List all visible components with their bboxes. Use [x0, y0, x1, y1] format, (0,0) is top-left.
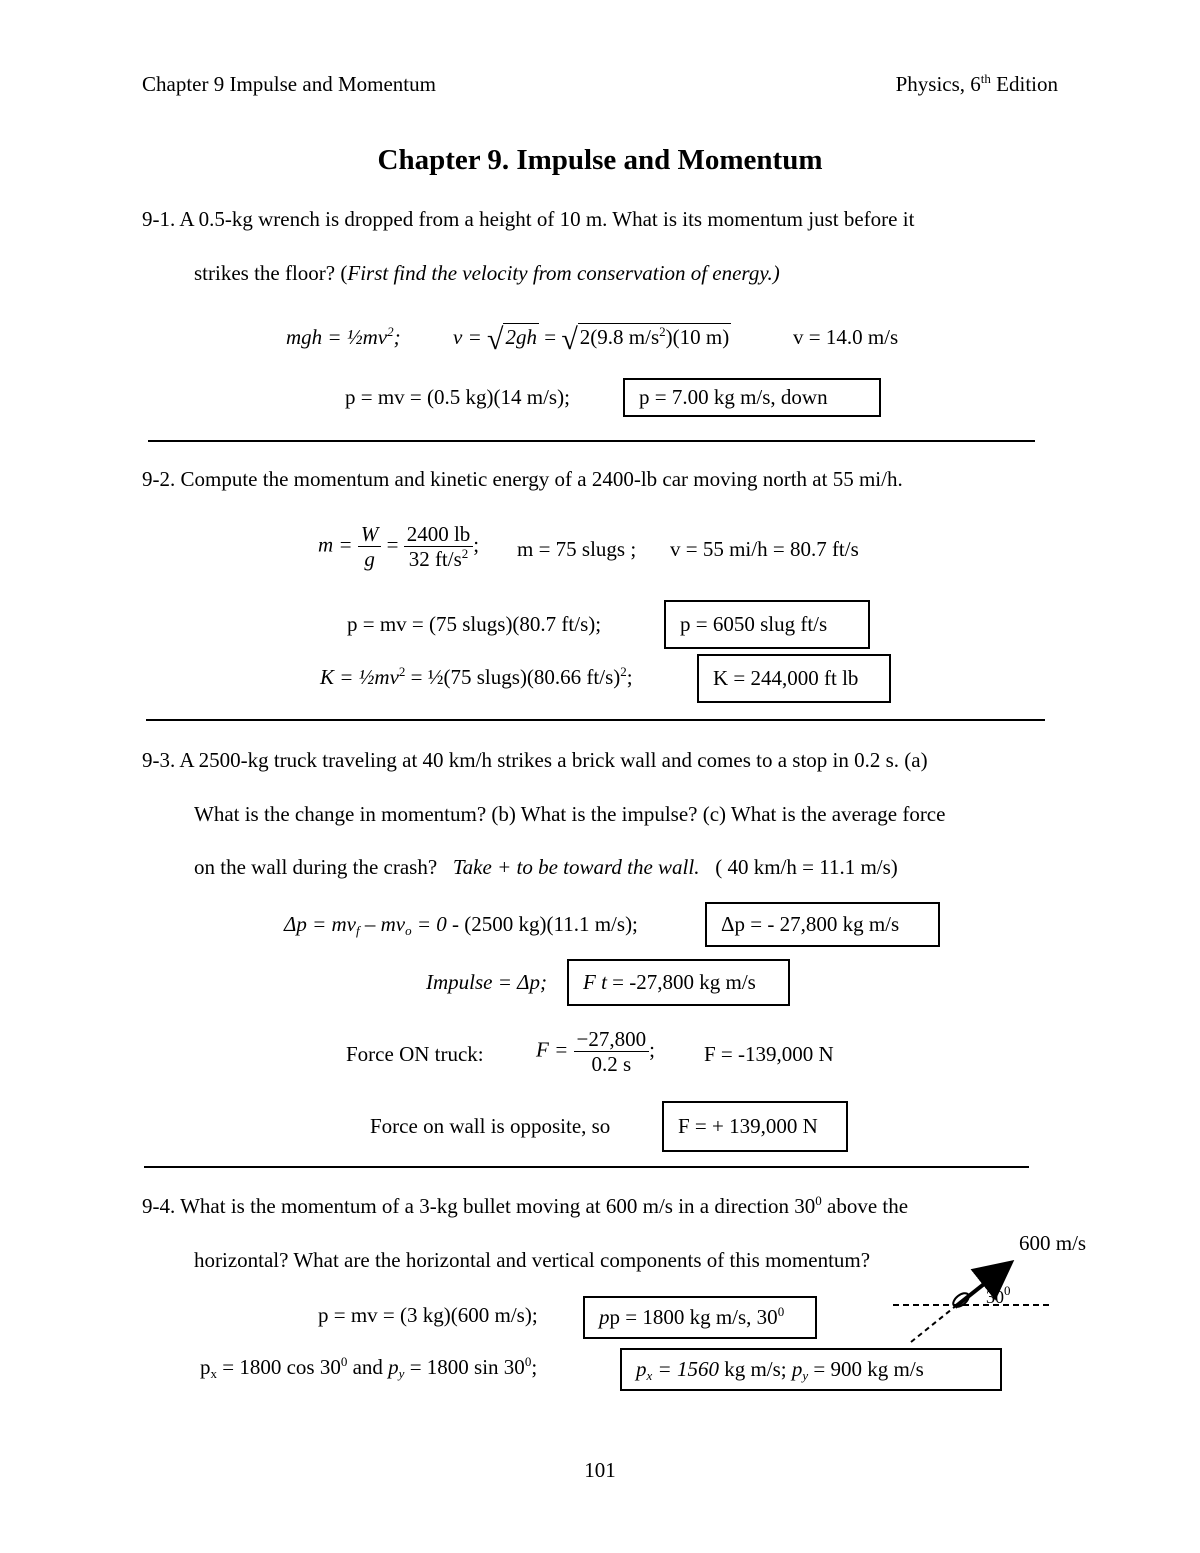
problem-9-3-line2: What is the change in momentum? (b) What is the impulse? (c) What is the average force [194, 802, 946, 826]
eq-9-1-velocity: v = √2gh = √2(9.8 $m/s^2)(10$ m) [453, 323, 730, 356]
eq-9-3-wall-text: Force on wall is opposite, so [370, 1114, 611, 1138]
answer-box-9-3-impulse: F t = -27,800 kg m/s [567, 959, 790, 1006]
eq-9-4-components: $p_x = 1800$ $\cos 30^0$ and $p_y = 1800$ $\sin 30^0$; [200, 1354, 538, 1381]
eq-9-2-momentum: p = mv = (75 slugs)(80.7 ft/s); [347, 612, 602, 636]
eq-9-3-force: F = $\frac{-27,800}{0.2 s}$ ; [536, 1027, 655, 1077]
eq-9-2-mass: m = $\frac{W}{g}$ = $\frac{2400 lb}{32 ft/s^2}$ ; [318, 522, 480, 572]
eq-9-3-force-result: F = -139,000 N [704, 1042, 834, 1066]
divider-3 [144, 1166, 1029, 1168]
eq-9-3-momentum-change: $\Delta p = mv_f - mv_o = 0 - (2500$ kg)(11.1 m/s); [284, 912, 638, 938]
figure-speed-label: 600 m/s [1019, 1231, 1087, 1255]
eq-9-3-impulse: Impulse = Δp; [426, 970, 547, 994]
divider-1 [148, 440, 1035, 442]
problem-9-1-line1: 9-1. A 0.5-kg wrench is dropped from a height of 10 m. What is its momentum just before it [142, 207, 915, 231]
page-number: 101 [584, 1458, 616, 1482]
running-header-edition: Physics, 6th Edition [895, 71, 1058, 96]
running-header-chapter: Chapter 9 Impulse and Momentum [142, 72, 436, 96]
answer-box-9-3-momentum: Δp = - 27,800 kg m/s [705, 902, 940, 947]
figure-angle-label: $30^0$ [986, 1283, 1011, 1307]
eq-9-4-momentum: p = mv = (3 kg)(600 m/s); [318, 1303, 538, 1327]
problem-9-3-line3: on the wall during the crash? Take + to be toward the wall. ( 40 km/h = 11.1 m/s) [194, 855, 898, 879]
answer-box-9-2-kinetic: K = 244,000 ft lb [697, 654, 891, 703]
problem-9-3-line1: 9-3. A 2500-kg truck traveling at 40 km/h strikes a brick wall and comes to a stop in 0.2 s. (a) [142, 748, 928, 772]
eq-9-3-force-label: Force ON truck: [346, 1042, 484, 1066]
eq-9-1-energy: mgh = $\frac{1}{2}mv^2$; [286, 324, 401, 349]
answer-box-9-4-momentum: pp = 1800 kg m/s, $30^0$ [583, 1296, 817, 1339]
answer-box-9-1: p = 7.00 kg m/s, down [623, 378, 881, 417]
velocity-vector-diagram [885, 1250, 1065, 1350]
problem-9-4-line1: 9-4. What is the momentum of a 3-kg bullet moving at 600 m/s in a direction $30^0$ above the [142, 1193, 909, 1218]
answer-box-9-3-wall-force: F = + 139,000 N [662, 1101, 848, 1152]
eq-9-2-mass-result: m = 75 slugs ; [517, 537, 637, 561]
eq-9-2-velocity: v = 55 mi/h = 80.7 ft/s [670, 537, 859, 561]
problem-9-4-line2: horizontal? What are the horizontal and vertical components of this momentum? [194, 1248, 871, 1272]
chapter-title: Chapter 9. Impulse and Momentum [377, 144, 823, 176]
eq-9-1-velocity-result: v = 14.0 m/s [793, 325, 899, 349]
answer-box-9-4-components: $p_x = 1560$ kg m/s; $p_y = 900$ kg m/s [620, 1348, 1002, 1391]
answer-box-9-2-momentum: p = 6050 slug ft/s [664, 600, 870, 649]
eq-9-1-momentum: p = mv = (0.5 kg)(14 m/s); [345, 385, 570, 409]
problem-9-1-line2: strikes the floor? (First find the velocity from conservation of energy.) [194, 261, 780, 285]
divider-2 [146, 719, 1045, 721]
eq-9-2-kinetic: $K = \frac{1}{2}mv^2$ = ½(75 slugs)(80.66 ft/s)$^2$; [320, 664, 633, 689]
trajectory-extension-line [911, 1305, 957, 1342]
problem-9-2-line1: 9-2. Compute the momentum and kinetic energy of a 2400-lb car moving north at 55 mi/h. [142, 467, 903, 491]
